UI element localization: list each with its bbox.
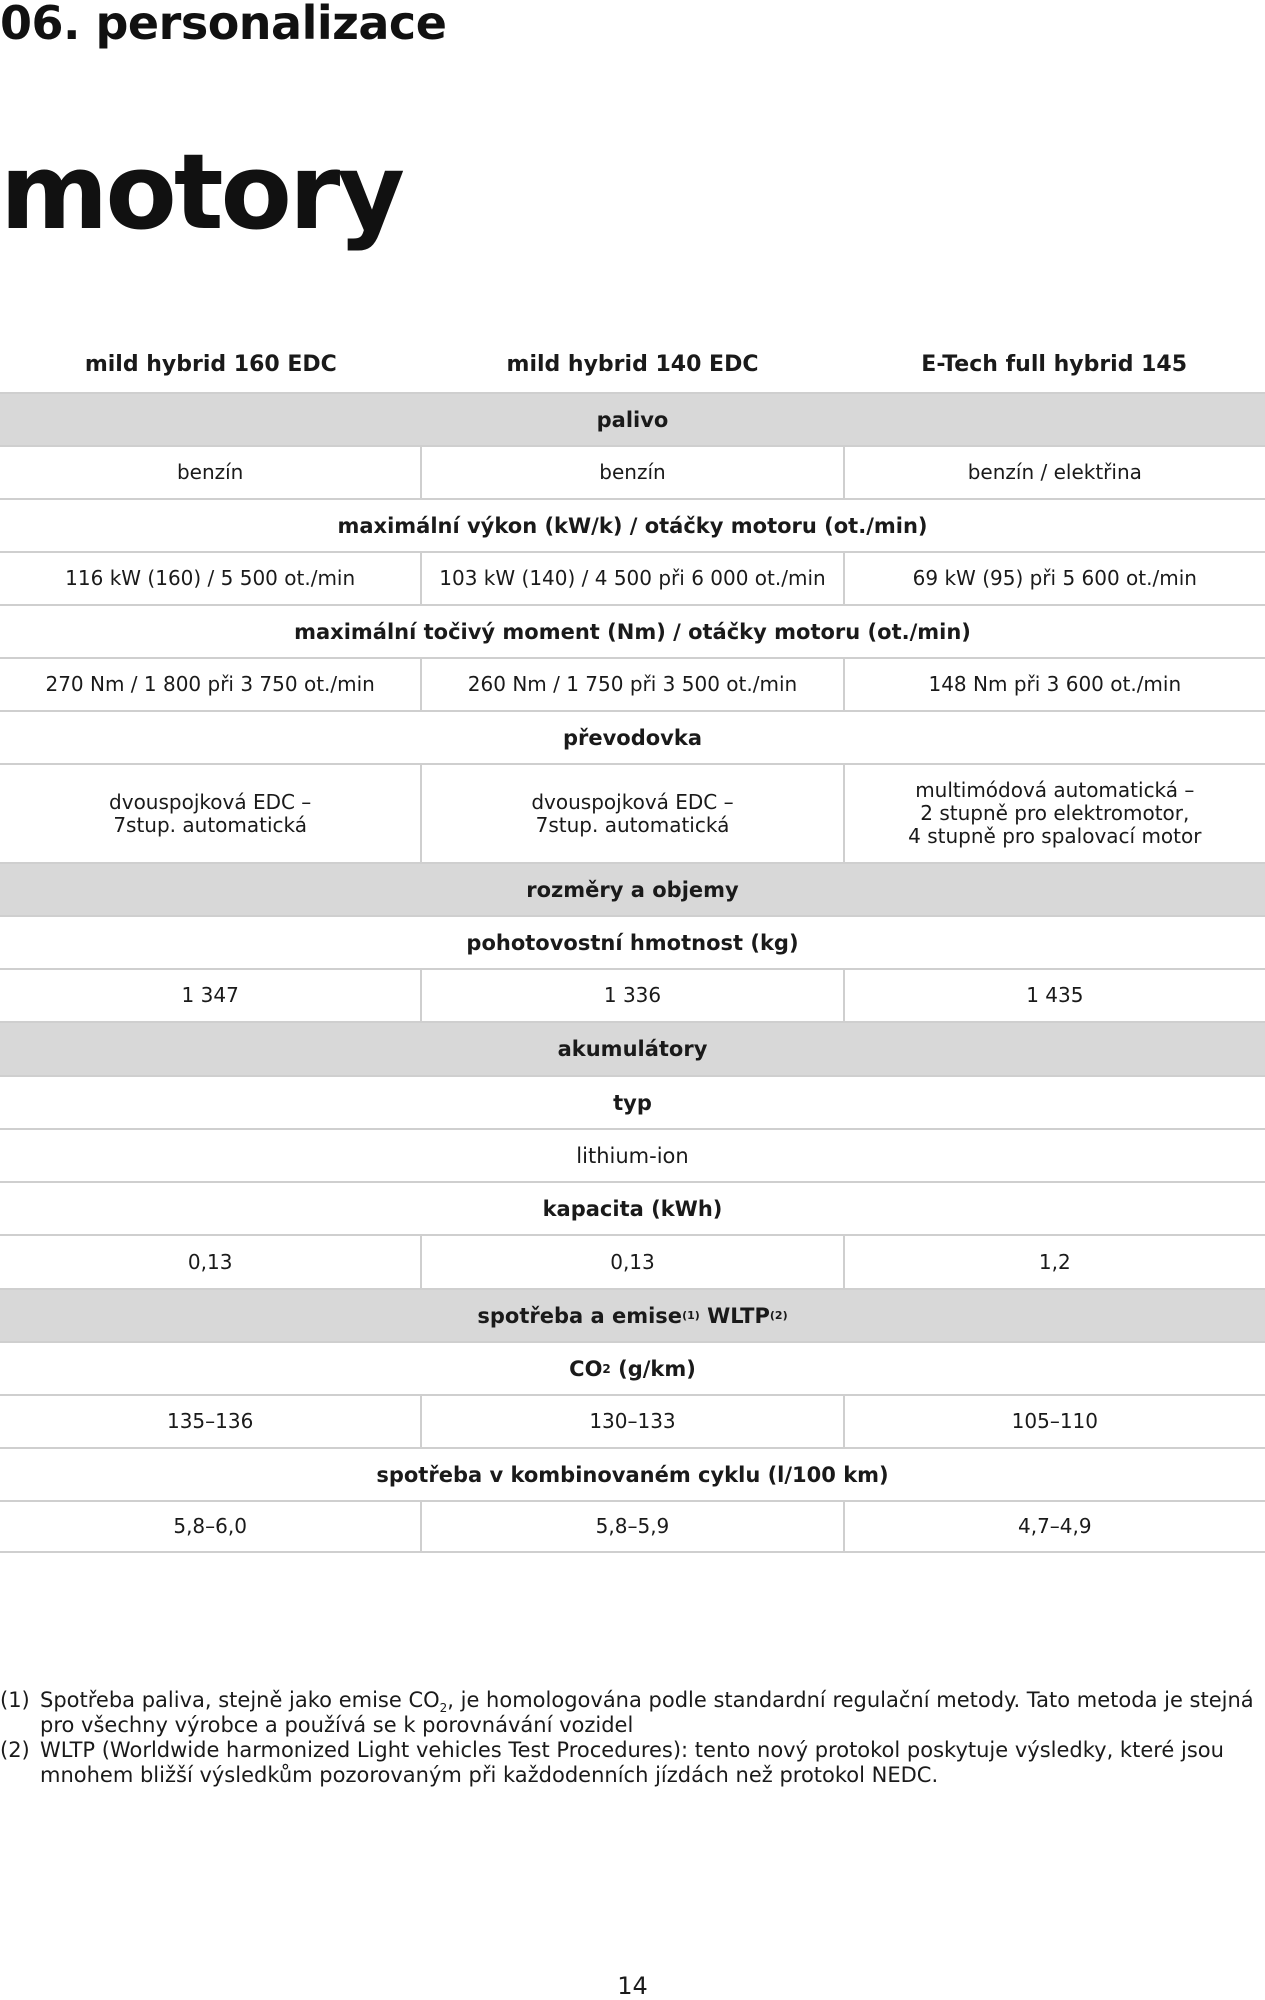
co2-header-post: (g/km) [610,1356,696,1381]
page-title: motory [0,131,403,253]
fuel-value-1: benzín [176,460,244,484]
footnote-1-text-pre: Spotřeba paliva, stejně jako emise CO [40,1688,440,1712]
fuel-value-3: benzín / elektřina [843,447,1265,498]
co2-value-1: 135–136 [166,1409,254,1433]
column-header-2: mild hybrid 140 EDC [506,352,759,377]
power-value-2: 103 kW (140) / 4 500 při 6 000 ot./min [420,553,842,604]
power-value-3: 69 kW (95) při 5 600 ot./min [843,553,1265,604]
emissions-header-wltp: WLTP [707,1303,770,1328]
gearbox-header-row [0,710,1265,763]
weight-header-row [0,915,1265,968]
co2-row [0,1394,1265,1447]
column-headers [0,345,1265,390]
weight-value-3: 1 435 [843,970,1265,1021]
co2-header-pre: CO [569,1356,603,1381]
torque-row [0,657,1265,710]
spec-table [0,392,1265,1553]
capacity-value-2: 0,13 [420,1236,842,1288]
emissions-header: spotřeba a emise (1) WLTP (2) [477,1303,788,1328]
column-header-1: mild hybrid 160 EDC [84,352,337,377]
torque-header-row [0,604,1265,657]
fuel-value-2: benzín [420,447,842,498]
footnote-2-text: WLTP (Worldwide harmonized Light vehicles Test Procedures): tento nový protokol poskytuje výsledky, které jsou mnohem bližší výsledkům pozorovaným při každodenních jízdách než protokol NEDC. [40,1738,1224,1787]
torque-header: maximální točivý moment (Nm) / otáčky motoru (ot./min) [294,619,971,644]
gearbox-value-3 [843,765,1265,862]
footnote-2-number: (2) [0,1738,30,1762]
weight-value-2: 1 336 [420,970,842,1021]
page-number: 14 [617,1972,648,2000]
group-header-fuel [0,392,1265,445]
co2-header-row [0,1341,1265,1394]
co2-value-2: 130–133 [420,1396,842,1447]
batteries-header: akumulátory [557,1037,708,1061]
gearbox-value-1-line-2: 7stup. automatická [113,812,308,837]
footnote-1-number: (1) [0,1688,30,1712]
torque-value-1: 270 Nm / 1 800 při 3 750 ot./min [45,672,375,696]
footnote-2 [0,1738,1265,1788]
weight-header: pohotovostní hmotnost (kg) [466,930,799,955]
consumption-value-3: 4,7–4,9 [843,1502,1265,1551]
power-header-row [0,498,1265,551]
consumption-value-2: 5,8–5,9 [420,1502,842,1551]
weight-value-1: 1 347 [181,983,239,1007]
power-value-1: 116 kW (160) / 5 500 ot./min [65,566,356,590]
fuel-header: palivo [596,407,669,432]
emissions-header-main: spotřeba a emise [477,1303,683,1328]
footnote-1-text-post: , je homologována podle standardní regulační metody. Tato metoda je stejná pro všechny výrobce a používá se k porovnávání vozidel [40,1688,1254,1737]
group-header-dimensions [0,862,1265,915]
footnotes [0,1688,1265,1788]
capacity-row [0,1234,1265,1288]
consumption-row [0,1500,1265,1553]
weight-row [0,968,1265,1021]
consumption-value-1: 5,8–6,0 [173,1514,247,1538]
co2-header: CO 2 (g/km) [569,1356,696,1381]
section-label: 06. personalizace [0,0,447,50]
group-header-emissions [0,1288,1265,1341]
footnote-1 [0,1688,1265,1738]
battery-type-header: typ [613,1090,652,1115]
fuel-row [0,445,1265,498]
gearbox-value-3-line-1: multimódová automatická – [915,778,1195,802]
capacity-value-3: 1,2 [843,1236,1265,1288]
dimensions-header: rozměry a objemy [526,877,739,902]
battery-type-row [0,1128,1265,1181]
gearbox-value-3-line-2: 2 stupně pro elektromotor, [920,801,1190,825]
footnote-1-text [40,1688,1265,1738]
gearbox-value-2-line-2: 7stup. automatická [535,812,730,837]
gearbox-value-1-line-1: dvouspojková EDC – [109,789,312,814]
capacity-header: kapacita (kWh) [542,1196,723,1221]
co2-value-3: 105–110 [843,1396,1265,1447]
battery-type-value: lithium-ion [576,1143,689,1168]
footnote-1-text-sub: 2 [439,1701,448,1716]
gearbox-row [0,763,1265,862]
gearbox-header: převodovka [562,725,703,750]
gearbox-value-1 [0,765,420,862]
torque-value-3: 148 Nm při 3 600 ot./min [843,659,1265,710]
gearbox-value-2-line-1: dvouspojková EDC – [531,789,734,814]
consumption-header-row [0,1447,1265,1500]
power-header: maximální výkon (kW/k) / otáčky motoru (ot./min) [337,513,928,538]
gearbox-value-3-line-3: 4 stupně pro spalovací motor [908,824,1202,848]
capacity-header-row [0,1181,1265,1234]
torque-value-2: 260 Nm / 1 750 při 3 500 ot./min [420,659,842,710]
battery-type-header-row [0,1075,1265,1128]
consumption-header: spotřeba v kombinovaném cyklu (l/100 km) [376,1462,889,1487]
group-header-batteries [0,1021,1265,1075]
column-header-3: E-Tech full hybrid 145 [921,352,1188,377]
gearbox-value-2 [420,765,842,862]
capacity-value-1: 0,13 [187,1249,233,1274]
power-row [0,551,1265,604]
